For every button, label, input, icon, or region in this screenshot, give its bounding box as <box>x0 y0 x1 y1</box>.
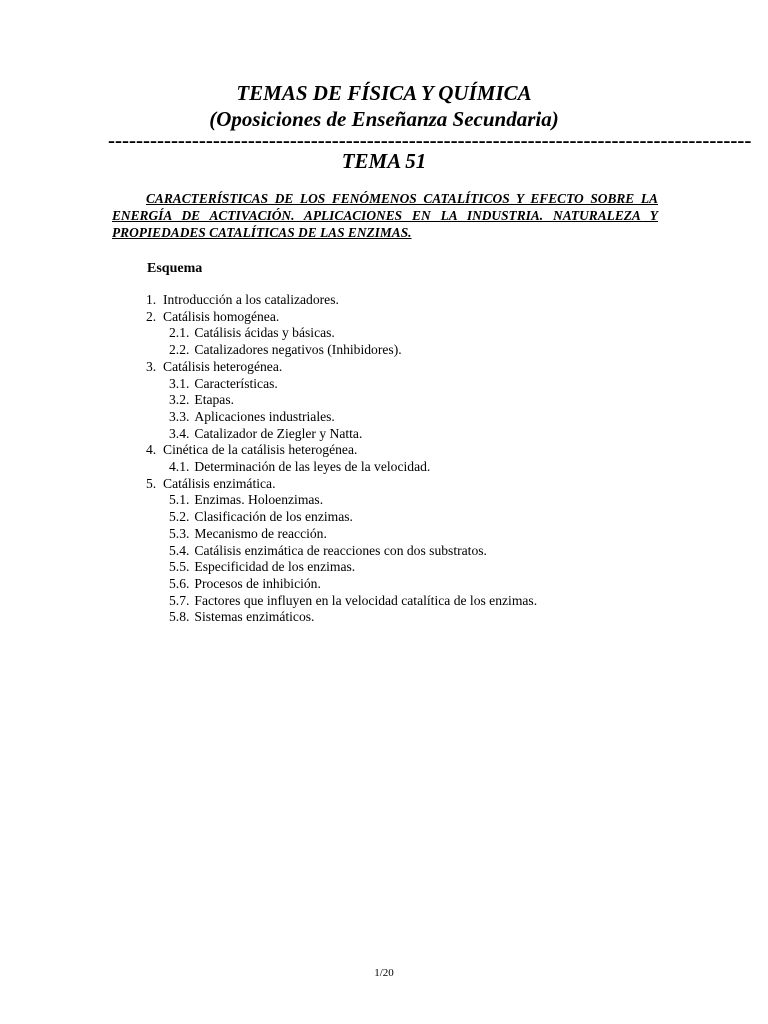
esquema-label: Esquema <box>147 261 203 276</box>
outline-item-number: 1. <box>146 292 157 307</box>
outline-subitem-text: Aplicaciones industriales. <box>194 408 335 424</box>
outline-item-text: Catálisis enzimática. <box>163 475 276 491</box>
outline-subitem-number: 5.6. <box>169 575 190 591</box>
outline-item-number: 5. <box>146 475 157 491</box>
outline-subitem-number: 3.4. <box>169 425 190 441</box>
outline-subitem-text: Catalizadores negativos (Inhibidores). <box>194 342 402 358</box>
page-number: 1/20 <box>374 967 394 979</box>
outline-subitem-text: Características. <box>194 375 278 391</box>
outline-item-text: Introducción a los catalizadores. <box>163 292 339 307</box>
document-subtitle: (Oposiciones de Enseñanza Secundaria) <box>209 107 559 131</box>
outline-subitem-text: Factores que influyen en la velocidad catalítica de los enzimas. <box>194 592 538 608</box>
outline-item-text: Catálisis heterogénea. <box>163 358 283 374</box>
outline-subitem-text: Determinación de las leyes de la velocidad. <box>194 459 431 474</box>
outline-subitem-number: 5.7. <box>169 592 190 608</box>
outline-subitem-number: 2.1. <box>169 325 190 341</box>
outline-subitem-number: 5.1. <box>169 492 190 508</box>
topic-heading: CARACTERÍSTICAS DE LOS FENÓMENOS CATALÍTICOS Y EFECTO SOBRE LA ENERGÍA DE ACTIVACIÓN. APLICACIONES EN LA INDUSTRIA. NATURALEZA Y PROPIEDADES CATALÍTICAS DE LAS ENZIMAS. <box>112 191 658 240</box>
outline-subitem-number: 3.1. <box>169 375 190 391</box>
outline-subitem-text: Catálisis enzimática de reacciones con dos substratos. <box>194 542 487 558</box>
outline-item-number: 4. <box>146 442 157 458</box>
outline-subitem-text: Enzimas. Holoenzimas. <box>194 492 324 508</box>
outline-subitem-number: 2.2. <box>169 342 190 358</box>
outline-subitem-text: Catalizador de Ziegler y Natta. <box>194 425 363 441</box>
outline-item-text: Catálisis homogénea. <box>163 308 280 324</box>
outline-item-text: Cinética de la catálisis heterogénea. <box>163 442 358 458</box>
outline-subitem-text: Mecanismo de reacción. <box>194 525 327 541</box>
outline-subitem-number: 5.8. <box>169 609 190 625</box>
outline-subitem-text: Etapas. <box>194 392 235 408</box>
outline-subitem-text: Catálisis ácidas y básicas. <box>194 325 335 341</box>
tema-number: TEMA 51 <box>341 149 427 173</box>
outline-subitem-number: 5.5. <box>169 559 190 575</box>
outline-subitem-number: 5.3. <box>169 525 190 541</box>
outline-subitem-number: 3.2. <box>169 392 190 408</box>
outline-subitem-text: Clasificación de los enzimas. <box>194 509 353 525</box>
outline-subitem-text: Procesos de inhibición. <box>194 575 321 591</box>
outline-item-number: 3. <box>146 358 157 374</box>
outline-subitem-number: 4.1. <box>169 459 190 474</box>
outline-subitem-text: Sistemas enzimáticos. <box>194 609 315 625</box>
outline-subitem-number: 5.4. <box>169 542 190 558</box>
separator-line: -------------------------------------------------------------------------------------------- <box>108 128 752 152</box>
document-title: TEMAS DE FÍSICA Y QUÍMICA <box>236 81 532 105</box>
outline-subitem-text: Especificidad de los enzimas. <box>194 559 356 575</box>
outline-subitem-number: 3.3. <box>169 408 190 424</box>
outline-subitem-number: 5.2. <box>169 509 190 525</box>
outline-item-number: 2. <box>146 308 157 324</box>
